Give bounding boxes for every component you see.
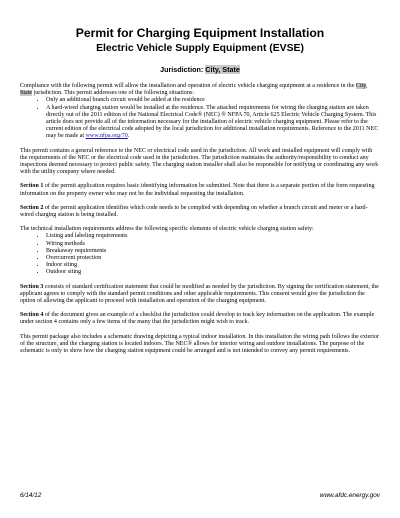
technical-item: • Overcurrent protection (46, 255, 380, 262)
technical-item: • Breakaway requirements (46, 248, 380, 255)
situation-item-1: • Only an additional branch circuit would be added at the residence (46, 97, 380, 104)
nfpa-link[interactable]: www.nfpa.org/70 (85, 133, 128, 140)
intro-state: State (20, 90, 33, 97)
page-footer (20, 492, 380, 499)
situation-item-2-text: A hard-wired charging station would be installed at the residence. The attached requirements for wiring the charging station are taken directly out of the 2011 edition of the National Electrical Code® (NEC) ® NFPA 70, Article 625 Electric Vehicle Charging System. This article does not provide all of the information necessary for the installation of electric vehicle charging equipment. Please refer to the current edition of the electrical code adopted by the local jurisdiction for additional installation requirements. Reference to the 2011 NEC may be made at (46, 104, 379, 140)
situation-item-2-end: . (127, 133, 130, 140)
footer-date: 6/14/12 (20, 492, 42, 499)
section-2-text: of the permit application identifies which code needs to be complied with depending on whether a branch circuit and meter or a hard-wired charging station is being installed. (20, 204, 368, 219)
section-2-label: Section 2 (20, 204, 44, 211)
jurisdiction-label: Jurisdiction: (160, 65, 204, 74)
section-2-paragraph (20, 205, 380, 219)
intro-sep: , (365, 83, 368, 89)
general-paragraph: This permit contains a general reference to the NEC or electrical code used in the jurisdiction. All work and installed equipment will comply with the requirements of the NEC or the electrical code used in the jurisdiction. The jurisdiction maintains the authority/responsibility to conduct any inspections deemed necessary to protect public safety. The charging station installer shall also be responsible for notifying or coordinating any work with the utility company where needed. (20, 147, 379, 176)
technical-item: • Outdoor siting (46, 269, 380, 276)
technical-item: • Wiring methods (46, 241, 380, 248)
section-4-label: Section 4 (20, 312, 44, 319)
intro-city: City (355, 83, 366, 89)
situation-item-2 (46, 105, 380, 141)
technical-item: • Listing and labeling requirements (46, 233, 380, 240)
footer-url: www.afdc.energy.gov (319, 492, 380, 499)
document-body (20, 83, 380, 355)
section-1-label: Section 1 (20, 183, 44, 190)
section-4-text: of the document gives an example of a checklist the jurisdiction could develop to track key information on the application. The example under section 4 contains only a few items of the many that the jurisdiction might wish to track. (20, 312, 375, 326)
technical-intro: The technical installation requirements address the following specific elements of electric vehicle charging station safety: (20, 226, 314, 233)
section-3-text: consists of standard certification statement that could be modified as needed by the jurisdiction. By signing the certification statement, the applicant agrees to comply with the standard permit conditions and other applicable requirements. This consent would give the jurisdiction the option of allowing the applicant to proceed with installation and operation of the charging equipment. (20, 283, 379, 305)
technical-list (20, 233, 380, 276)
section-3-label: Section 3 (20, 283, 44, 290)
situation-list (20, 97, 380, 140)
jurisdiction-line (20, 65, 380, 74)
intro-text-b: jurisdiction. This permit addresses one of the following situations: (32, 90, 194, 97)
technical-item: • Indoor siting (46, 262, 380, 269)
closing-paragraph: This permit package also includes a schematic drawing depicting a typical indoor installation. In this installation the wiring path follows the exterior of the structure, and the charging station is located indoors. The NEC® allows for interior wiring and outdoor installations. The purpose of the schematic is only to show how the charging station equipment could be arranged and is not intended to convey any permit requirements. (20, 333, 380, 355)
section-1-text: of the permit application requires basic identifying information be submitted. Note that there is a separate portion of the form requesting information on the property owner who may not be the individual requesting the installation. (20, 183, 375, 197)
jurisdiction-value: City, State (205, 65, 240, 74)
page-subtitle: Electric Vehicle Supply Equipment (EVSE) (96, 43, 304, 54)
section-4-paragraph (20, 312, 380, 326)
intro-text-a: Compliance with the following permit will allow the installation and operation of electric vehicle charging equipment at a residence in the (20, 83, 356, 89)
section-3-paragraph (20, 284, 380, 306)
section-1-paragraph (20, 183, 380, 197)
page-title: Permit for Charging Equipment Installation (75, 26, 325, 40)
intro-paragraph (20, 83, 380, 97)
